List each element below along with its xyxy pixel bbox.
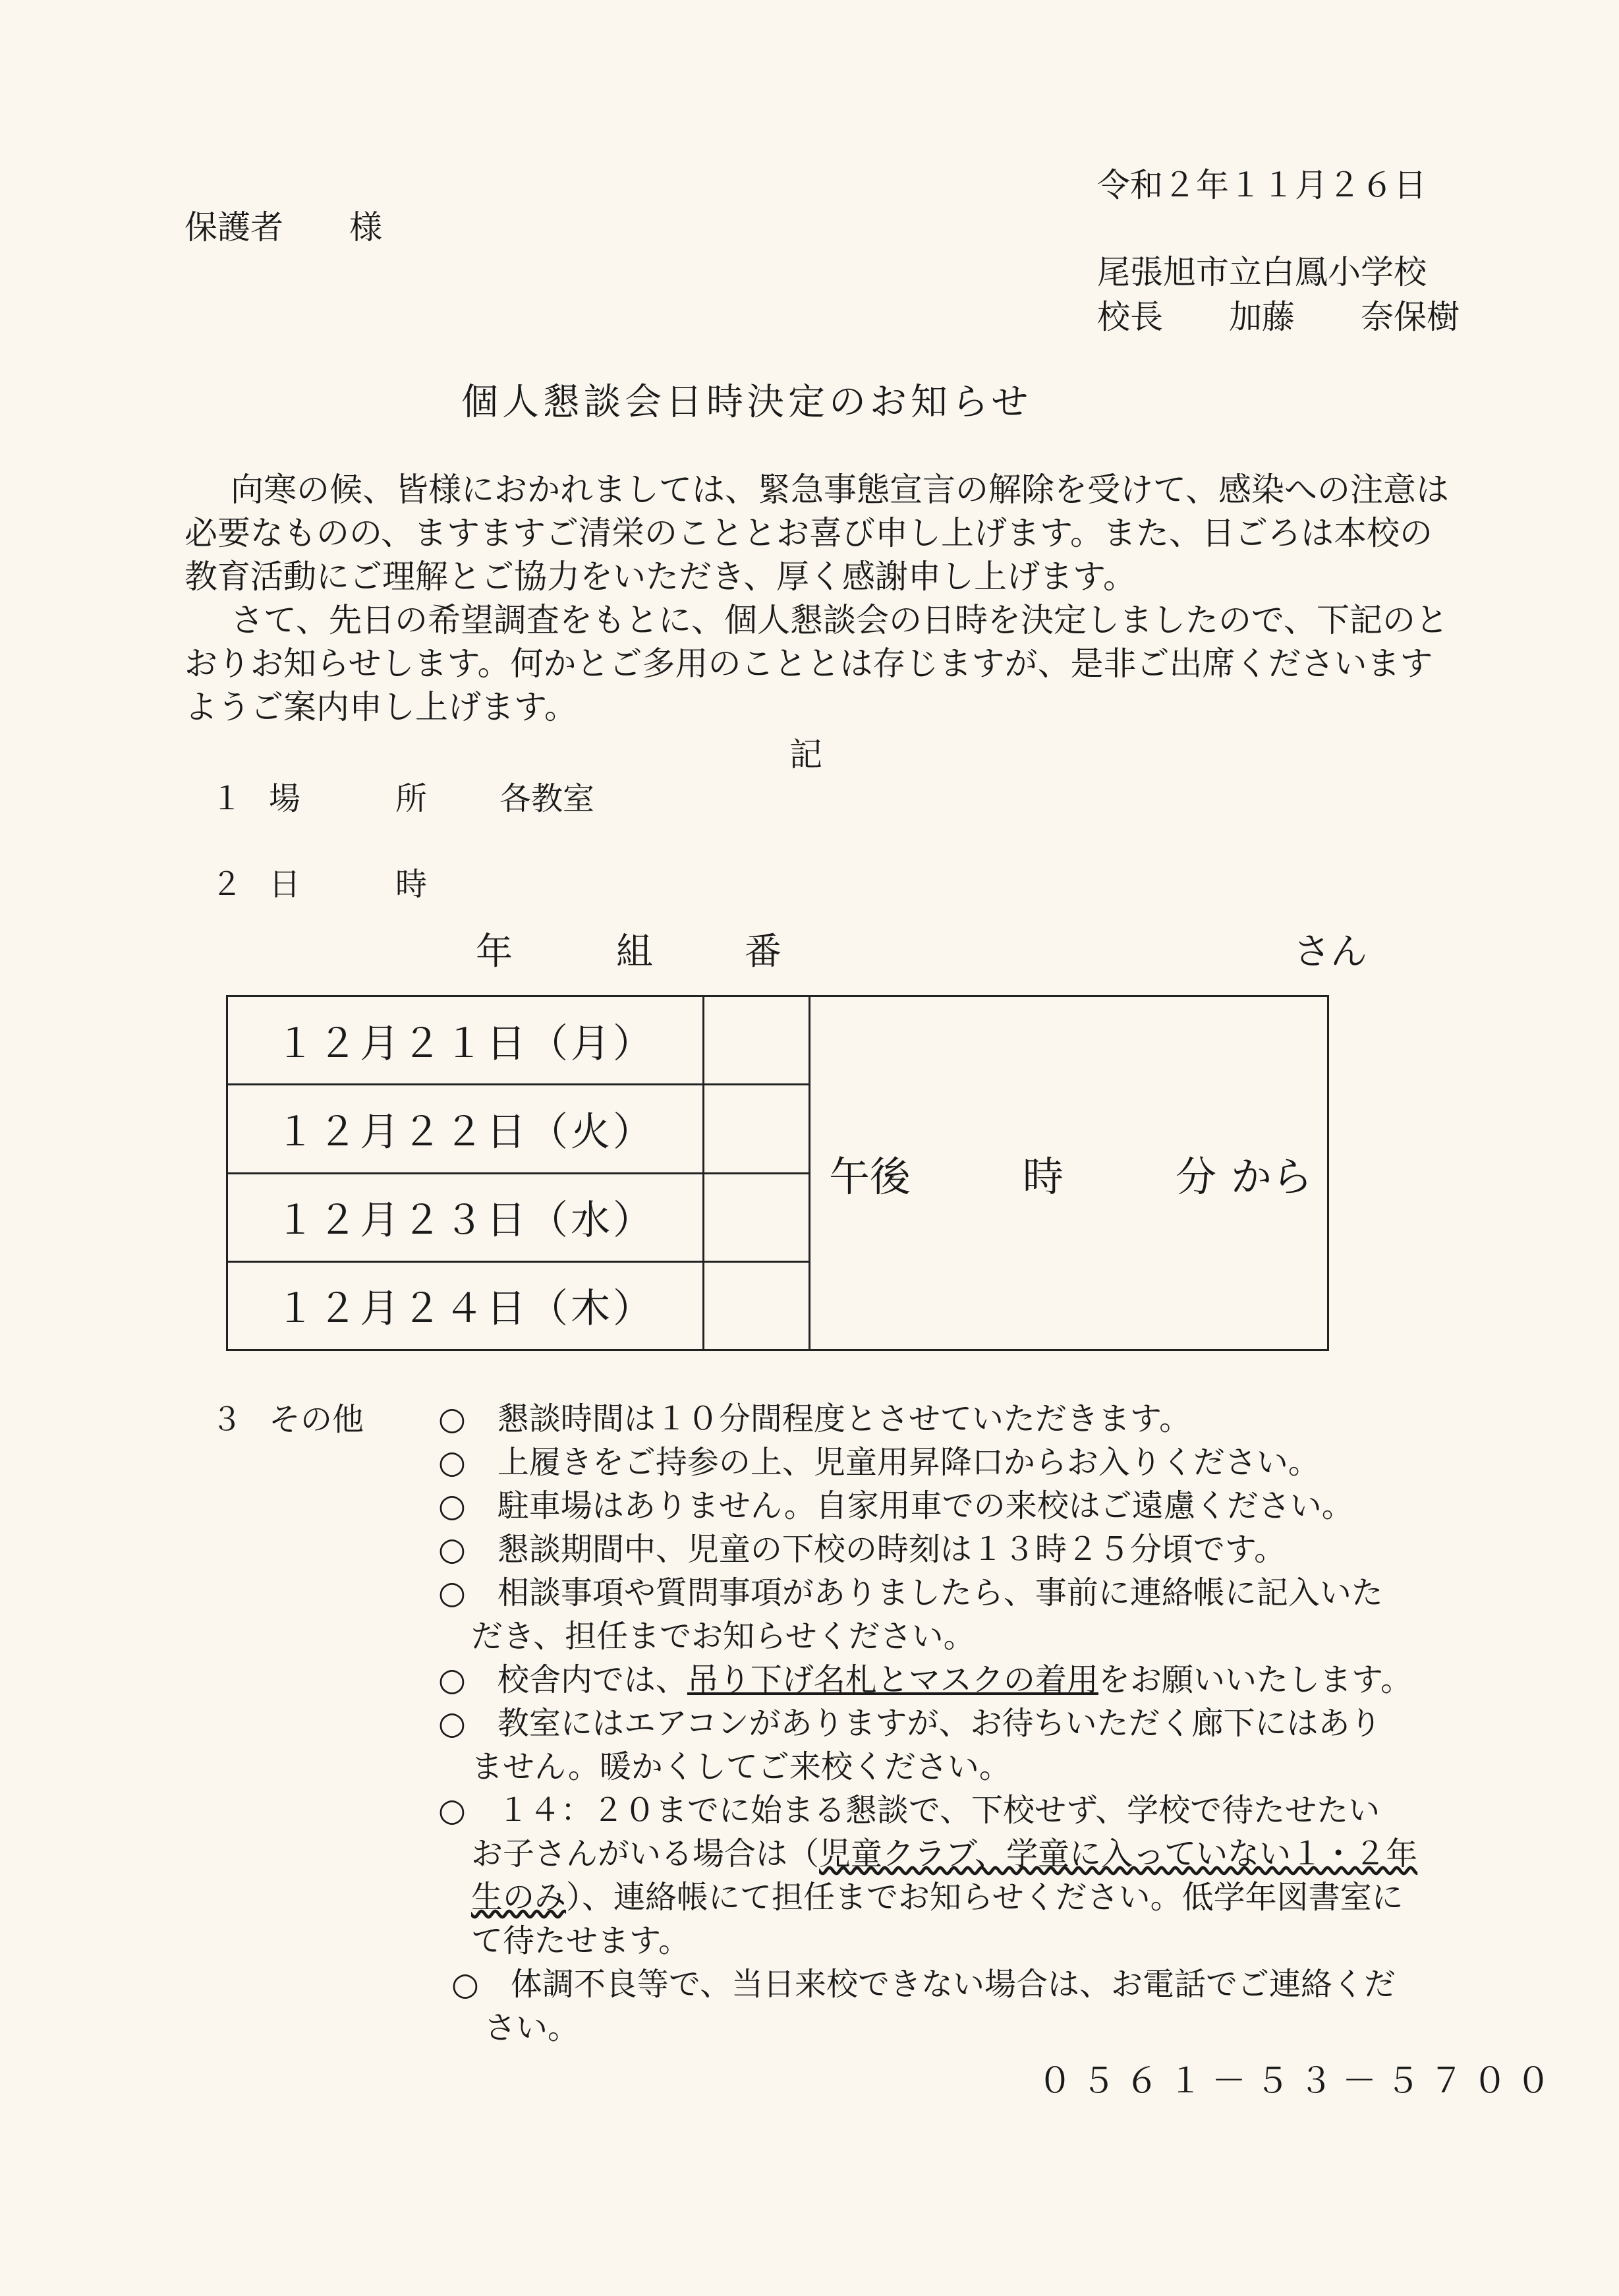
wavy-underlined-text: 生のみ <box>471 1879 567 1916</box>
section2-label: 日 時 <box>269 866 428 903</box>
student-san: さん <box>1293 931 1367 973</box>
principal-name: 校長 加藤 奈保樹 <box>1097 298 1460 336</box>
phone-number: ０５６１－５３－５７００ <box>1038 2061 1560 2101</box>
note-continuation: ません。暖かくしてご来校ください。 <box>471 1748 1011 1785</box>
student-class: 組 <box>616 931 653 973</box>
bullet-circle: ○ <box>438 1487 466 1524</box>
note-continuation: 生のみ）、連絡帳にて担任までお知らせください。低学年図書室に <box>471 1879 1404 1916</box>
section1-value: 各教室 <box>499 780 595 817</box>
bullet-circle: ○ <box>451 1966 479 2003</box>
time-hour: 時 <box>1023 1152 1064 1201</box>
section3-number: ３ <box>211 1401 243 1438</box>
schedule-check-cell <box>704 1173 810 1261</box>
underlined-text: 吊り下げ名札とマスクの着用 <box>687 1661 1098 1698</box>
page-title: 個人懇談会日時決定のお知らせ <box>461 381 1033 424</box>
section3-label: その他 <box>269 1401 364 1438</box>
note-item: ○ 上履きをご持参の上、児童用昇降口からお入りください。 <box>438 1444 1320 1481</box>
student-grade: 年 <box>476 931 513 973</box>
time-prefix: 午後 <box>829 1152 911 1201</box>
schedule-check-cell <box>704 996 810 1085</box>
schedule-date: １２月２２日（火） <box>227 1085 704 1173</box>
note-item: ○ 駐車場はありません。自家用車での来校はご遠慮ください。 <box>438 1487 1353 1524</box>
bullet-circle: ○ <box>438 1531 466 1568</box>
time-suffix: から <box>1231 1152 1313 1201</box>
paragraph-line: おりお知らせします。何かとご多用のこととは存じますが、是非ご出席くださいます <box>185 645 1433 683</box>
section1-number: １ <box>211 780 243 817</box>
note-continuation: て待たせます。 <box>471 1922 691 1959</box>
note-item: ○ 校舎内では、吊り下げ名札とマスクの着用をお願いいたします。 <box>438 1661 1413 1698</box>
note-item: ○ １４：２０までに始まる懇談で、下校せず、学校で待たせたい <box>438 1792 1380 1829</box>
paragraph-line: ようご案内申し上げます。 <box>185 688 577 726</box>
notes-list <box>438 1397 1440 2050</box>
schedule-table <box>226 995 1329 1351</box>
bullet-circle: ○ <box>438 1705 466 1742</box>
paragraph-line: 教育活動にご理解とご協力をいただき、厚く感謝申し上げます。 <box>185 558 1136 596</box>
wavy-underlined-text: 児童クラブ、学童に入っていない１・２年 <box>819 1835 1418 1872</box>
student-number: 番 <box>745 931 781 973</box>
schedule-time-cell <box>810 996 1328 1350</box>
school-name: 尾張旭市立白鳳小学校 <box>1097 253 1427 291</box>
paragraph-line: 向寒の候、皆様におかれましては、緊急事態宣言の解除を受けて、感染への注意は <box>231 471 1449 509</box>
ki-heading: 記 <box>789 735 822 774</box>
note-item: ○ 懇談期間中、児童の下校の時刻は１３時２５分頃です。 <box>438 1531 1286 1568</box>
bullet-circle: ○ <box>438 1574 466 1611</box>
section1-label: 場 所 <box>269 780 428 817</box>
bullet-circle: ○ <box>438 1400 466 1437</box>
schedule-check-cell <box>704 1085 810 1173</box>
schedule-date: １２月２１日（月） <box>227 996 704 1085</box>
note-item: ○ 体調不良等で、当日来校できない場合は、お電話でご連絡くだ <box>451 1966 1396 2003</box>
note-continuation: だき、担任までお知らせください。 <box>471 1618 975 1655</box>
section2-number: ２ <box>211 866 243 903</box>
time-minute: 分 <box>1176 1152 1217 1201</box>
bullet-circle: ○ <box>438 1792 466 1829</box>
note-continuation: お子さんがいる場合は（児童クラブ、学童に入っていない１・２年 <box>471 1835 1418 1872</box>
issue-date: 令和２年１１月２６日 <box>1097 166 1427 204</box>
note-item: ○ 教室にはエアコンがありますが、お待ちいただく廊下にはあり <box>438 1705 1382 1742</box>
greeting-paragraph <box>185 468 1449 729</box>
schedule-check-cell <box>704 1261 810 1350</box>
note-item: ○ 懇談時間は１０分間程度とさせていただきます。 <box>438 1400 1191 1437</box>
note-continuation: さい。 <box>484 2009 580 2046</box>
bullet-circle: ○ <box>438 1444 466 1481</box>
paragraph-line: さて、先日の希望調査をもとに、個人懇談会の日時を決定しましたので、下記のと <box>231 601 1448 639</box>
schedule-date: １２月２４日（木） <box>227 1261 704 1350</box>
note-item: ○ 相談事項や質問事項がありましたら、事前に連絡帳に記入いた <box>438 1574 1383 1611</box>
recipient: 保護者 様 <box>185 208 382 246</box>
paragraph-line: 必要なものの、ますますご清栄のこととお喜び申し上げます。また、日ごろは本校の <box>185 514 1433 552</box>
bullet-circle: ○ <box>438 1661 466 1698</box>
schedule-date: １２月２３日（水） <box>227 1173 704 1261</box>
